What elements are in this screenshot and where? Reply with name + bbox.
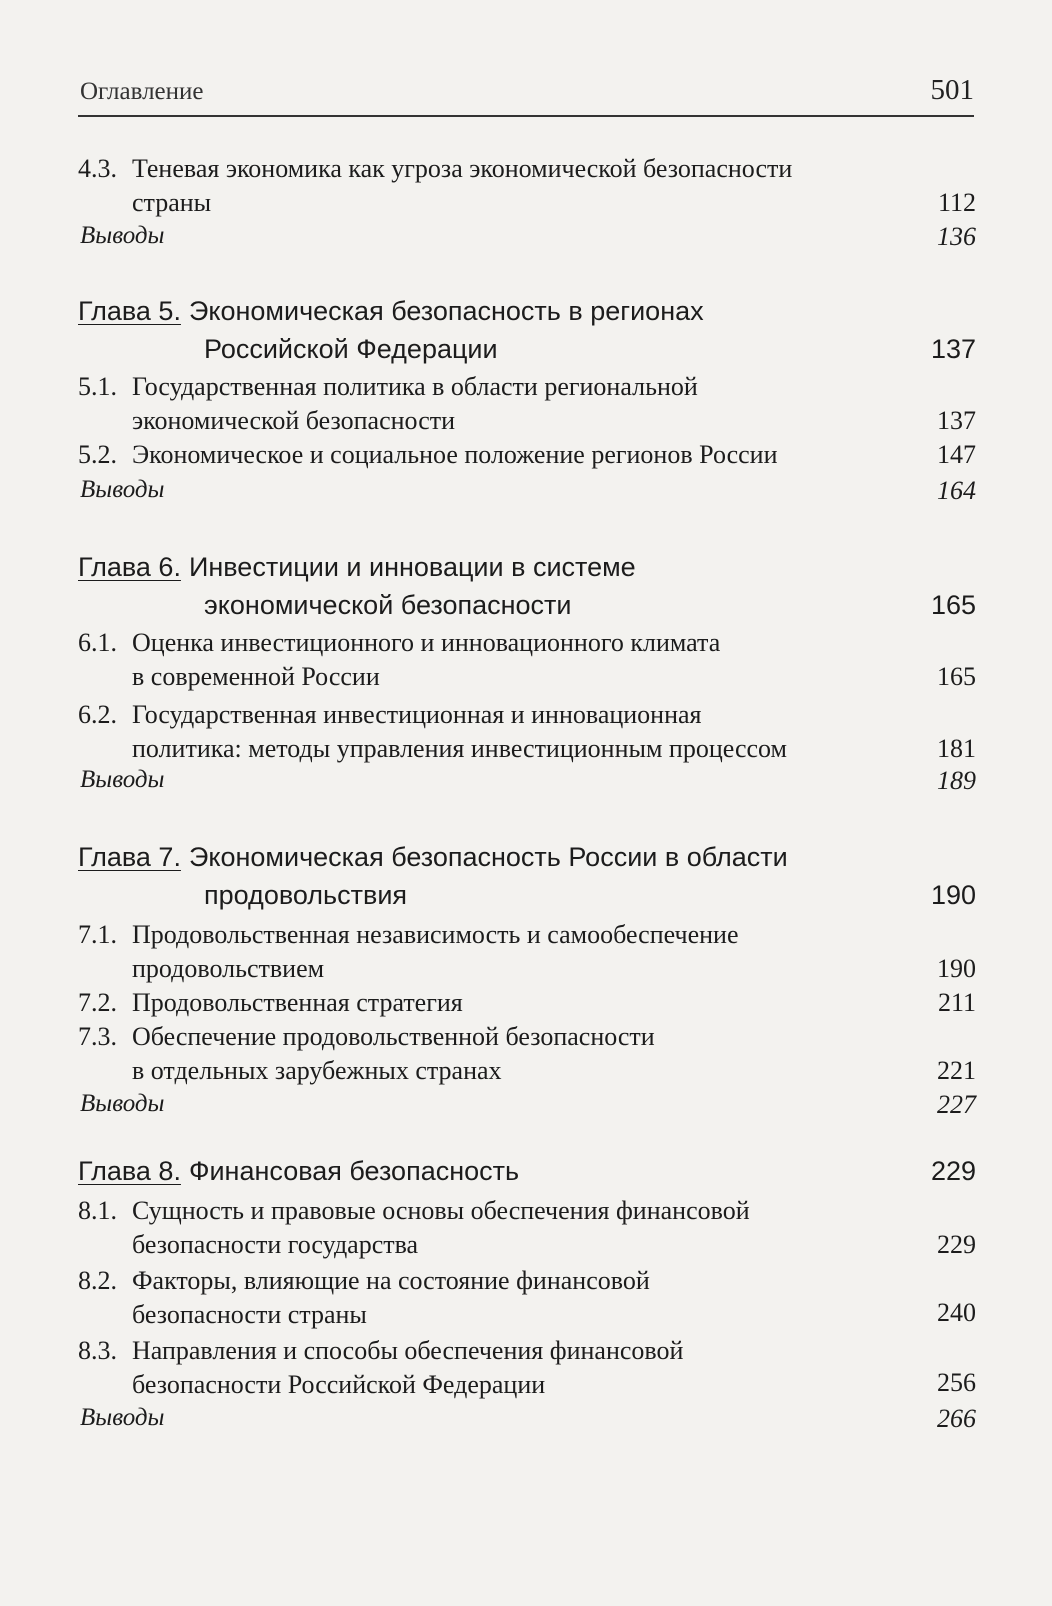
section-number: 7.2.: [78, 988, 117, 1017]
section-number: 5.2.: [78, 440, 117, 469]
toc-page-conclusions-8: 266: [937, 1404, 976, 1433]
toc-page-6-1: 165: [937, 662, 976, 691]
toc-conclusions-6: Выводы: [80, 766, 165, 793]
section-number: 8.3.: [78, 1336, 117, 1365]
section-number: 7.3.: [78, 1022, 117, 1051]
chapter-label: Глава 6.: [78, 552, 181, 582]
chapter-title-cont: продовольствия: [204, 880, 408, 910]
section-title-cont: безопасности Российской Федерации: [132, 1370, 546, 1399]
toc-chapter-5: [78, 296, 704, 364]
chapter-title: Финансовая безопасность: [188, 1156, 520, 1186]
section-title: Теневая экономика как угроза экономической безопасности: [132, 154, 793, 183]
toc-conclusions-7: Выводы: [80, 1090, 165, 1117]
section-number: 6.2.: [78, 700, 117, 729]
section-title: Оценка инвестиционного и инновационного климата: [132, 628, 721, 657]
toc-page-7-1: 190: [937, 954, 976, 983]
section-title: Экономическое и социальное положение регионов России: [132, 440, 778, 469]
section-title-cont: политика: методы управления инвестиционным процессом: [132, 734, 787, 763]
section-title-cont: в отдельных зарубежных странах: [132, 1056, 502, 1085]
toc-conclusions-4: Выводы: [80, 222, 165, 249]
toc-page-7-2: 211: [937, 988, 976, 1017]
toc-chapter-8: [78, 1156, 519, 1187]
section-title: Государственная инвестиционная и инновационная: [132, 700, 702, 729]
toc-page-conclusions-6: 189: [937, 766, 976, 795]
section-number: 7.1.: [78, 920, 117, 949]
chapter-title: Экономическая безопасность в регионах: [188, 296, 704, 326]
section-title-cont: безопасности страны: [132, 1300, 367, 1329]
section-title: Обеспечение продовольственной безопасности: [132, 1022, 655, 1051]
toc-page-7-3: 221: [937, 1056, 976, 1085]
section-title: Факторы, влияющие на состояние финансовой: [132, 1266, 650, 1295]
toc-page-chapter-7: 190: [930, 880, 976, 910]
section-number: 5.1.: [78, 372, 117, 401]
toc-page-4-3: 112: [937, 188, 976, 217]
chapter-label: Глава 7.: [78, 842, 181, 872]
chapter-label: Глава 5.: [78, 296, 181, 326]
toc-page-conclusions-5: 164: [937, 476, 976, 505]
section-number: 8.2.: [78, 1266, 117, 1295]
section-title-cont: экономической безопасности: [132, 406, 456, 435]
chapter-title: Инвестиции и инновации в системе: [188, 552, 636, 582]
toc-page-8-3: 256: [937, 1368, 976, 1397]
toc-page-chapter-8: 229: [930, 1156, 976, 1186]
section-title: Сущность и правовые основы обеспечения финансовой: [132, 1196, 750, 1225]
section-number: 6.1.: [78, 628, 117, 657]
section-title: Государственная политика в области региональной: [132, 372, 698, 401]
section-title-cont: страны: [132, 188, 212, 217]
section-number: 4.3.: [78, 154, 117, 183]
section-title-cont: безопасности государства: [132, 1230, 419, 1259]
toc-chapter-7: [78, 842, 788, 910]
chapter-title: Экономическая безопасность России в области: [188, 842, 788, 872]
running-header-title: Оглавление: [80, 78, 204, 105]
toc-page-chapter-5: 137: [930, 334, 976, 364]
page-number: 501: [930, 74, 974, 106]
section-number: 8.1.: [78, 1196, 117, 1225]
section-title-cont: в современной России: [132, 662, 380, 691]
toc-page-6-2: 181: [937, 734, 976, 763]
section-title: Направления и способы обеспечения финансовой: [132, 1336, 684, 1365]
chapter-label: Глава 8.: [78, 1156, 181, 1186]
header-divider: [78, 115, 974, 117]
toc-chapter-6: [78, 552, 636, 620]
toc-page-8-2: 240: [937, 1298, 976, 1327]
toc-page-conclusions-4: 136: [937, 222, 976, 251]
toc-conclusions-5: Выводы: [80, 476, 165, 503]
chapter-title-cont: Российской Федерации: [204, 334, 498, 364]
section-title: Продовольственная независимость и самообеспечение: [132, 920, 739, 949]
toc-page-5-2: 147: [937, 440, 976, 469]
toc-page-chapter-6: 165: [930, 590, 976, 620]
section-title: Продовольственная стратегия: [132, 988, 463, 1017]
toc-page-conclusions-7: 227: [937, 1090, 976, 1119]
toc-page-8-1: 229: [937, 1230, 976, 1259]
toc-page-5-1: 137: [937, 406, 976, 435]
toc-conclusions-8: Выводы: [80, 1404, 165, 1431]
section-title-cont: продовольствием: [132, 954, 325, 983]
chapter-title-cont: экономической безопасности: [204, 590, 572, 620]
